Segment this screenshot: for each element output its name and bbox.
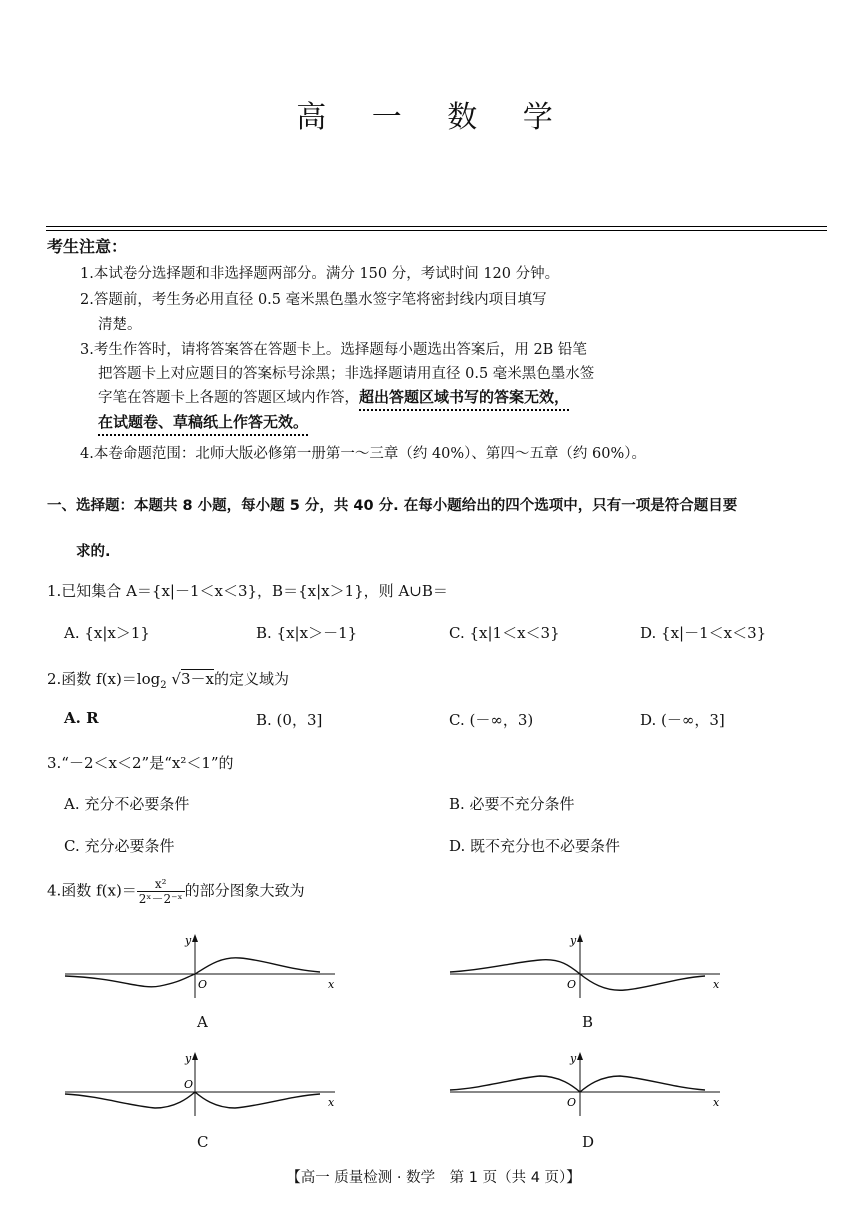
sqrt-sign: √ <box>171 670 181 688</box>
graph-c-y-arrow <box>192 1052 198 1060</box>
question-4-stem-suffix: 的部分图象大致为 <box>184 881 305 900</box>
graph-d <box>445 1048 730 1118</box>
fraction-numerator: x² <box>137 877 185 892</box>
question-1-option-a: A. {x|x＞1} <box>64 624 150 642</box>
graph-c-y-label: y <box>185 1052 192 1065</box>
question-1-option-b: B. {x|x＞－1} <box>256 624 358 642</box>
graph-a-x-label: x <box>328 978 335 991</box>
section-1-heading: 一、选择题：本题共 8 小题，每小题 5 分，共 40 分. 在每小题给出的四个选项中，只有一项是符合题目要 <box>47 498 738 514</box>
notice-item-1: 1.本试卷分选择题和非选择题两部分。满分 150 分，考试时间 120 分钟。 <box>80 266 560 282</box>
graph-c-curve <box>65 1092 320 1108</box>
notice-item-2-line2: 清楚。 <box>98 317 142 333</box>
question-2-stem-prefix: 2.函数 f(x)＝log <box>47 670 161 688</box>
notice-item-4: 4.本卷命题范围：北师大版必修第一册第一～三章（约 40%）、第四～五章（约 60%）。 <box>80 446 647 462</box>
question-3-option-a: A. 充分不必要条件 <box>64 795 190 813</box>
graph-d-x-label: x <box>713 1096 720 1109</box>
question-4-stem <box>47 877 305 906</box>
graph-a-y-label: y <box>185 934 192 947</box>
graph-b-curve <box>450 960 705 991</box>
question-2-option-c: C. (－∞，3) <box>449 711 534 729</box>
question-2-option-b: B. (0，3] <box>256 711 323 729</box>
graph-a <box>60 930 345 1000</box>
graph-d-curve <box>450 1076 705 1092</box>
notice-emphasis-2: 在试题卷、草稿纸上作答无效。 <box>98 413 308 436</box>
question-3-option-d: D. 既不充分也不必要条件 <box>449 837 621 855</box>
question-4-fraction <box>137 877 185 906</box>
notice-heading: 考生注意： <box>47 237 128 256</box>
notice-item-3-line3 <box>98 386 569 407</box>
graph-b-label: B <box>582 1013 594 1031</box>
header-rule-bottom <box>46 230 827 231</box>
page-footer: 【高一 质量检测 · 数学 第 1 页（共 4 页）】 <box>286 1170 581 1186</box>
question-2-stem <box>47 668 289 691</box>
question-4-stem-prefix: 4.函数 f(x)＝ <box>47 881 137 900</box>
graph-c-x-label: x <box>328 1096 335 1109</box>
notice-item-3-line2: 把答题卡上对应题目的答案标号涂黑；非选择题请用直径 0.5 毫米黑色墨水签 <box>98 366 595 382</box>
notice-item-3-line1: 3.考生作答时，请将答案答在答题卡上。选择题每小题选出答案后，用 2B 铅笔 <box>80 342 587 358</box>
question-3-stem: 3.“－2＜x＜2”是“x²＜1”的 <box>47 754 234 772</box>
notice-item-3-line4 <box>98 411 308 432</box>
question-2-radicand: 3－x <box>180 670 214 688</box>
question-1-stem: 1.已知集合 A＝{x|－1＜x＜3}，B＝{x|x＞1}，则 A∪B＝ <box>47 582 448 600</box>
graph-a-curve <box>65 958 320 987</box>
graph-a-label: A <box>197 1013 208 1031</box>
graph-c-label: C <box>197 1133 209 1151</box>
graph-b-origin: O <box>567 978 577 991</box>
question-3-option-c: C. 充分必要条件 <box>64 837 175 855</box>
graph-d-y-arrow <box>577 1052 583 1060</box>
notice-item-3-line3-prefix: 字笔在答题卡上各题的答题区域内作答， <box>98 390 359 406</box>
question-3-option-b: B. 必要不充分条件 <box>449 795 575 813</box>
graph-b <box>445 930 730 1000</box>
graph-d-label: D <box>582 1133 595 1151</box>
graph-b-y-arrow <box>577 934 583 942</box>
graph-a-origin: O <box>198 978 208 991</box>
graph-d-origin: O <box>567 1096 577 1109</box>
question-2-option-a: A. R <box>64 709 99 727</box>
question-1-option-d: D. {x|－1＜x＜3} <box>640 624 767 642</box>
graph-b-x-label: x <box>713 978 720 991</box>
question-2-log-base: 2 <box>160 680 167 691</box>
fraction-denominator: 2ˣ－2⁻ˣ <box>138 892 183 906</box>
question-2-option-d: D. (－∞，3] <box>640 711 725 729</box>
notice-emphasis-1: 超出答题区域书写的答案无效， <box>359 388 569 411</box>
graph-d-y-label: y <box>570 1052 577 1065</box>
question-2-stem-suffix: 的定义域为 <box>213 670 289 688</box>
graph-b-y-label: y <box>570 934 577 947</box>
graph-c <box>60 1048 345 1118</box>
graph-c-origin: O <box>184 1078 194 1091</box>
header-rule-top <box>46 226 827 227</box>
notice-item-2-line1: 2.答题前，考生务必用直径 0.5 毫米黑色墨水签字笔将密封线内项目填写 <box>80 292 547 308</box>
section-1-heading-cont: 求的. <box>76 544 111 560</box>
page-title: 高 一 数 学 <box>296 100 571 135</box>
question-1-option-c: C. {x|1＜x＜3} <box>449 624 560 642</box>
graph-a-y-arrow <box>192 934 198 942</box>
